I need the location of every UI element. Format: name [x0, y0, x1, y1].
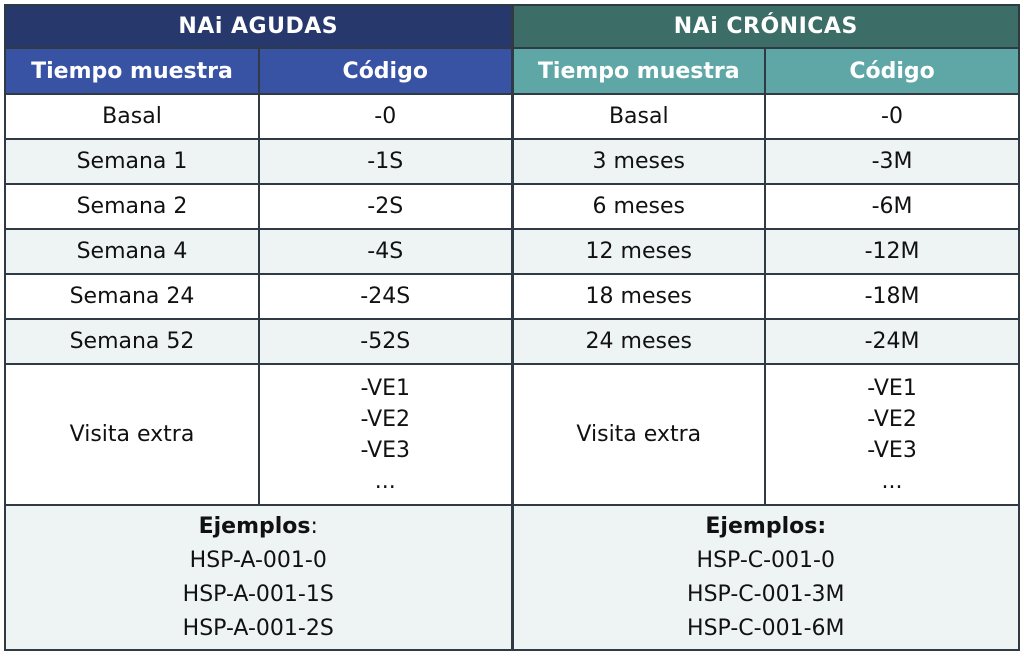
cronicas-tiempo: 3 meses	[512, 139, 765, 184]
header-agudas: NAi AGUDAS	[5, 5, 512, 48]
ejemplo-line: HSP-A-001-1S	[182, 581, 334, 607]
cronicas-codigo: -0	[765, 94, 1019, 139]
ejemplo-line: HSP-C-001-6M	[687, 615, 845, 641]
agudas-codigo: -0	[259, 94, 512, 139]
agudas-tiempo: Basal	[5, 94, 259, 139]
sample-code-table-container	[4, 4, 1018, 655]
code-line: -VE3	[360, 437, 411, 463]
cronicas-codigo: -24M	[765, 319, 1019, 364]
code-line: -VE1	[867, 375, 917, 401]
ejemplo-line: HSP-A-001-2S	[182, 615, 334, 641]
ejemplo-line: HSP-C-001-0	[696, 547, 835, 573]
code-line: -VE1	[360, 375, 411, 401]
cronicas-tiempo: 6 meses	[512, 184, 765, 229]
table-row	[5, 229, 1019, 274]
cronicas-tiempo: Basal	[512, 94, 765, 139]
agudas-codigo: -24S	[259, 274, 512, 319]
code-line: -VE2	[360, 406, 411, 432]
cronicas-codigo: -12M	[765, 229, 1019, 274]
ejemplos-heading: Ejemplos:	[198, 513, 318, 539]
code-line: ...	[374, 468, 396, 494]
agudas-tiempo: Semana 24	[5, 274, 259, 319]
code-line: ...	[881, 468, 903, 494]
agudas-tiempo: Semana 52	[5, 319, 259, 364]
code-line: -VE3	[867, 437, 917, 463]
ejemplos-row	[5, 505, 1019, 650]
table-row	[5, 139, 1019, 184]
col-header-tiempo-cronicas: Tiempo muestra	[512, 48, 765, 94]
agudas-tiempo: Semana 2	[5, 184, 259, 229]
col-header-codigo-agudas: Código	[259, 48, 512, 94]
cronicas-tiempo: 12 meses	[512, 229, 765, 274]
col-header-codigo-cronicas: Código	[765, 48, 1019, 94]
agudas-codigo: -2S	[259, 184, 512, 229]
agudas-codigo: -52S	[259, 319, 512, 364]
table-row	[5, 94, 1019, 139]
header-cronicas: NAi CRÓNICAS	[512, 5, 1019, 48]
cronicas-tiempo: 24 meses	[512, 319, 765, 364]
ejemplos-heading: Ejemplos:	[705, 513, 827, 539]
sample-code-table	[4, 4, 1020, 651]
table-row	[5, 319, 1019, 364]
agudas-codigo: -4S	[259, 229, 512, 274]
cronicas-tiempo: 18 meses	[512, 274, 765, 319]
cronicas-visita-extra-codes	[765, 364, 1019, 505]
agudas-tiempo: Semana 1	[5, 139, 259, 184]
agudas-codigo: -1S	[259, 139, 512, 184]
agudas-visita-extra-label: Visita extra	[5, 364, 259, 505]
code-line: -VE2	[867, 406, 917, 432]
cronicas-visita-extra-label: Visita extra	[512, 364, 765, 505]
table-row	[5, 274, 1019, 319]
agudas-ejemplos	[5, 505, 512, 650]
ejemplo-line: HSP-C-001-3M	[687, 581, 845, 607]
agudas-visita-extra-codes	[259, 364, 512, 505]
cronicas-ejemplos	[512, 505, 1019, 650]
cronicas-codigo: -6M	[765, 184, 1019, 229]
table-row	[5, 184, 1019, 229]
visita-extra-row	[5, 364, 1019, 505]
cronicas-codigo: -3M	[765, 139, 1019, 184]
ejemplo-line: HSP-A-001-0	[189, 547, 327, 573]
cronicas-codigo: -18M	[765, 274, 1019, 319]
agudas-tiempo: Semana 4	[5, 229, 259, 274]
col-header-tiempo-agudas: Tiempo muestra	[5, 48, 259, 94]
